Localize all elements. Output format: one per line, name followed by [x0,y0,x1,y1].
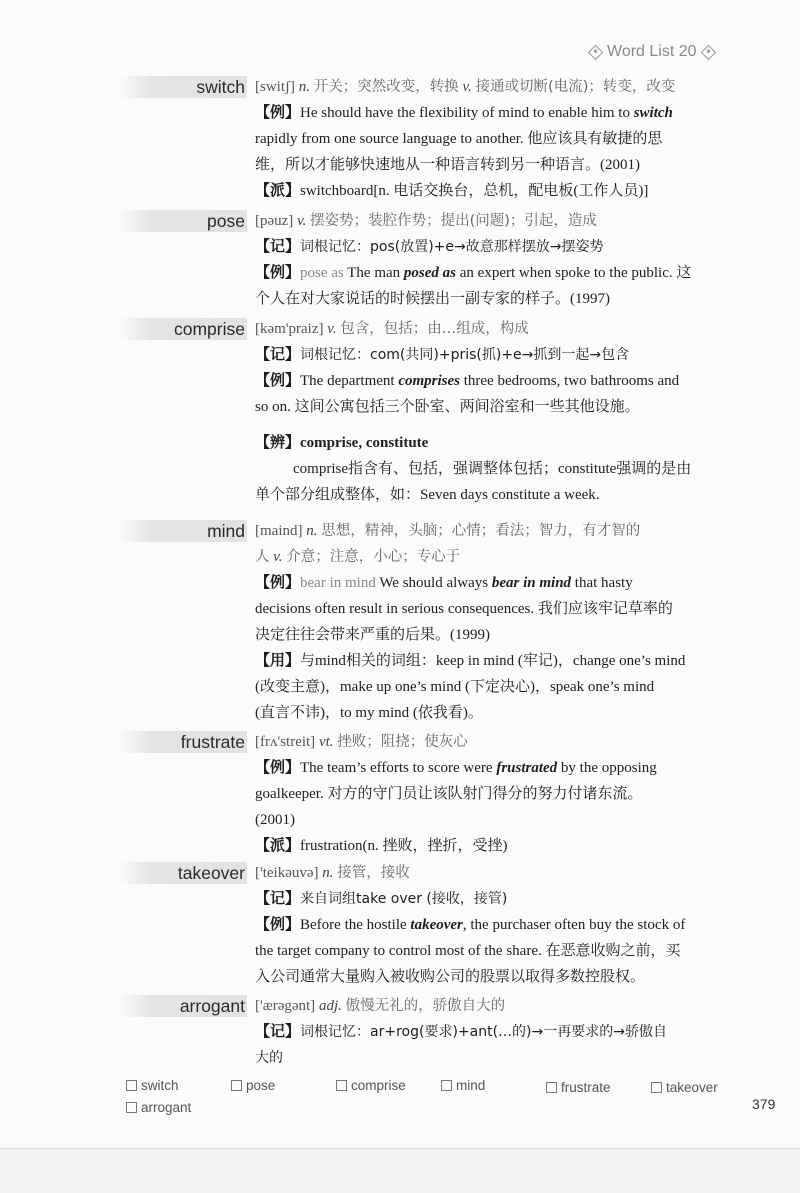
derivative-text: switchboard[n. 电话交换台，总机，配电板(工作人员)] [300,183,649,199]
example-keyword: switch [633,105,673,121]
memory-text: 词根记忆：ar+rog(要求)+ant(…的)→一再要求的→骄傲自 [300,1024,667,1040]
definition: 思想，精神，头脑；心情；看法；智力，有才智的 [321,523,641,539]
example-text: Before the hostile [300,917,407,933]
checklist-item-frustrate[interactable]: frustrate [546,1080,611,1095]
definition: 介意；注意，小心；专心于 [286,549,461,565]
checkbox-icon [651,1082,662,1093]
definition: 傲慢无礼的，骄傲自大的 [345,998,506,1014]
example-translation: 入公司通常大量购入被收购公司的股票以取得多数控股权。 [255,969,646,985]
part-of-speech: n. [306,523,318,539]
headword: takeover [120,862,247,884]
checklist-item-comprise[interactable]: comprise [336,1078,406,1093]
checklist-item-pose[interactable]: pose [231,1078,275,1093]
example-text: decisions often result in serious consequences. 我们应该牢记草率的 [255,601,673,617]
usage-text: 与mind相关的词组：keep in mind (牢记)，change one’s mind [300,653,686,669]
example-text: by the opposing [560,760,657,776]
headword: mind [120,520,247,542]
part-of-speech: vt. [318,734,334,750]
distinguish-title: comprise, constitute [300,435,429,451]
example-translation: 维，所以才能够快速地从一种语言转到另一种语言。(2001) [255,157,640,173]
example-keyword: posed as [403,265,456,281]
example-tag: 【例】 [255,105,301,121]
word-list-title: Word List 20 [607,43,697,60]
example-tag: 【例】 [255,917,301,933]
word-list-header [590,40,770,64]
memory-tag: 【记】 [255,347,301,363]
distinguish-text: comprise指含有、包括，强调整体包括；constitute强调的是由 [293,461,692,477]
distinguish-text: 单个部分组成整体，如：Seven days constitute a week. [255,487,600,503]
derivative-text: frustration(n. 挫败，挫折，受挫) [300,838,508,854]
example-translation: goalkeeper. 对方的守门员让该队射门得分的努力付诸东流。 [255,786,643,802]
checklist-item-arrogant[interactable]: arrogant [126,1100,191,1115]
usage-text: (改变主意)，make up one’s mind (下定决心)，speak one’s mind [255,679,655,695]
phonetic: [kəm'praiz] [255,321,324,337]
phonetic: [pəuz] [255,213,294,229]
example-tag: 【例】 [255,265,301,281]
example-phrase: bear in mind [300,575,376,591]
headword: pose [120,210,247,232]
derivative-tag: 【派】 [255,838,301,854]
derivative-tag: 【派】 [255,183,301,199]
example-keyword: frustrated [496,760,558,776]
definition: 接通或切断(电流)；转变，改变 [475,79,676,95]
definition: 开关；突然改变，转换 [313,79,459,95]
checkbox-icon [126,1102,137,1113]
usage-tag: 【用】 [255,653,301,669]
checkbox-icon [546,1082,557,1093]
example-text: rapidly from one source language to another. 他应该具有敏捷的思 [255,131,663,147]
usage-text: (直言不讳)，to my mind (依我看)。 [255,705,483,721]
part-of-speech: adj. [318,998,342,1014]
checkbox-icon [441,1080,452,1091]
definition: 挫败；阻挠；使灰心 [337,734,468,750]
example-tag: 【例】 [255,760,301,776]
example-text: that hasty [574,575,633,591]
checklist-item-takeover[interactable]: takeover [651,1080,718,1095]
example-keyword: comprises [398,373,460,389]
memory-text: 词根记忆：com(共同)+pris(抓)+e→抓到一起→包含 [300,347,630,363]
diamond-right-icon [700,44,716,60]
definition: 包含，包括；由…组成，构成 [340,321,529,337]
memory-text: 大的 [255,1050,283,1066]
phonetic: [maind] [255,523,303,539]
part-of-speech: n. [298,79,310,95]
example-text: He should have the flexibility of mind to enable him to [300,105,630,121]
headword: switch [120,76,247,98]
headword: arrogant [120,995,247,1017]
headword: frustrate [120,731,247,753]
checkbox-icon [231,1080,242,1091]
phonetic: [frʌ'streit] [255,734,316,750]
example-tag: 【例】 [255,373,301,389]
part-of-speech: v. [273,549,283,565]
memory-tag: 【记】 [255,1024,301,1040]
part-of-speech: v. [327,321,337,337]
checkbox-icon [336,1080,347,1091]
page-number: 379 [752,1096,776,1112]
example-tag: 【例】 [255,575,301,591]
example-keyword: takeover [410,917,463,933]
part-of-speech: v. [462,79,472,95]
phonetic: ['ærəgənt] [255,998,316,1014]
memory-text: 词根记忆：pos(放置)+e→故意那样摆放→摆姿势 [300,239,604,255]
example-text: the target company to control most of the share. 在恶意收购之前，买 [255,943,681,959]
example-text: an expert when spoke to the public. 这 [459,265,692,281]
example-text: The team’s efforts to score were [300,760,493,776]
example-year: (2001) [255,812,295,828]
example-text: The man [347,265,401,281]
memory-tag: 【记】 [255,239,301,255]
part-of-speech: n. [322,865,334,881]
phonetic: [switʃ] [255,79,295,95]
example-text: The department [300,373,395,389]
checkbox-icon [126,1080,137,1091]
definition: 人 [255,549,270,565]
headword: comprise [120,318,247,340]
example-translation: 决定往往会带来严重的后果。(1999) [255,627,490,643]
distinguish-tag: 【辨】 [255,435,301,451]
example-text: , the purchaser often buy the stock of [462,917,686,933]
part-of-speech: v. [297,213,307,229]
definition: 接管，接收 [337,865,410,881]
example-text: We should always [379,575,489,591]
example-translation: 个人在对大家说话的时候摆出一副专家的样子。(1997) [255,291,610,307]
example-translation: so on. 这间公寓包括三个卧室、两间浴室和一些其他设施。 [255,399,640,415]
example-text: three bedrooms, two bathrooms and [463,373,680,389]
example-keyword: bear in mind [491,575,572,591]
diamond-left-icon [588,44,604,60]
phonetic: ['teikəuvə] [255,865,319,881]
memory-text: 来自词组take over (接收，接管) [300,891,508,907]
checklist-item-mind[interactable]: mind [441,1078,485,1093]
example-phrase: pose as [300,265,344,281]
checklist-item-switch[interactable]: switch [126,1078,179,1093]
memory-tag: 【记】 [255,891,301,907]
definition: 摆姿势；装腔作势；提出(问题)；引起，造成 [310,213,597,229]
